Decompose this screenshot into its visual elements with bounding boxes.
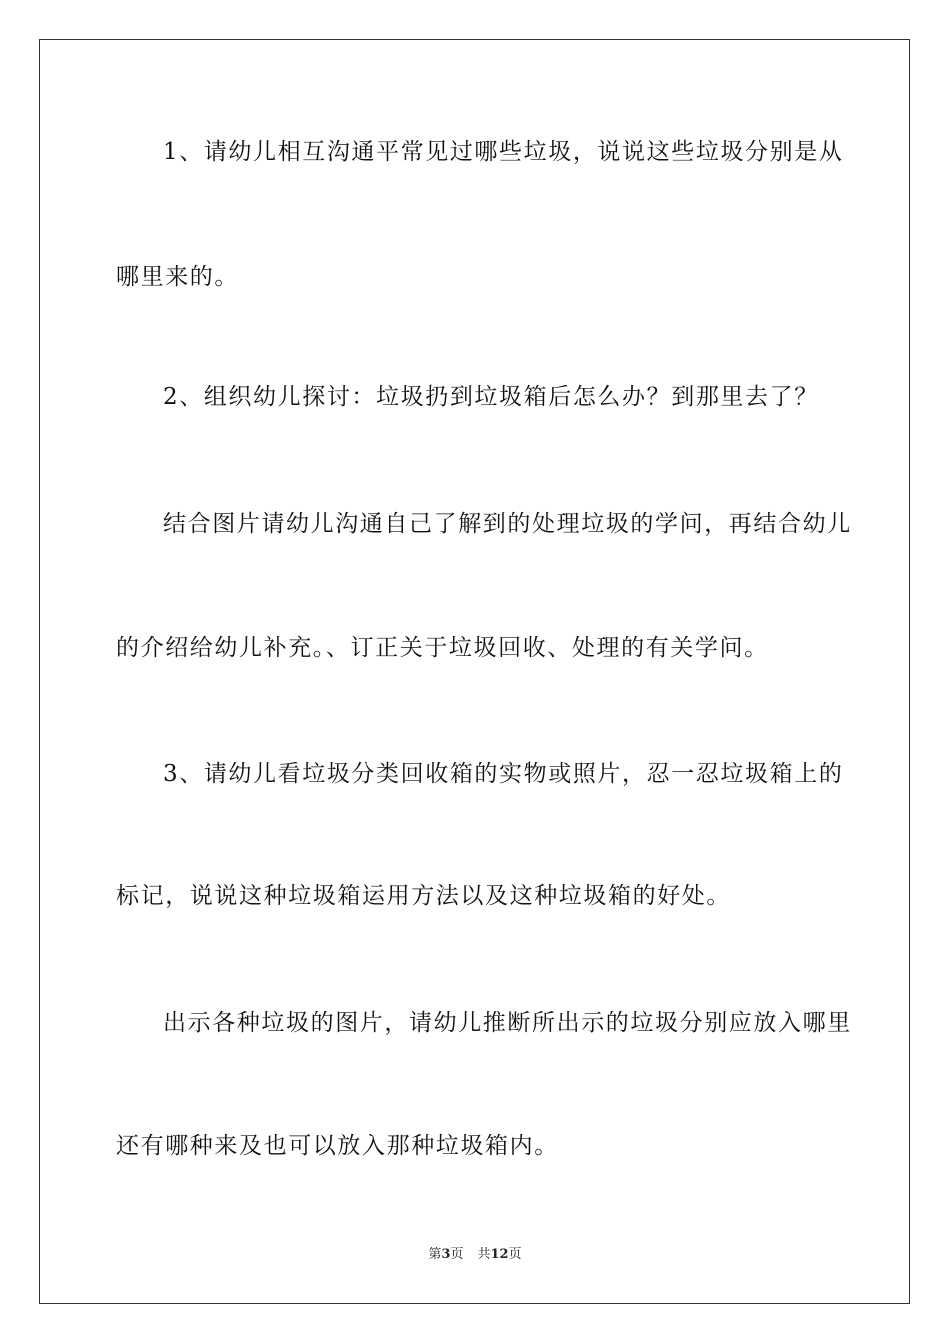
page-prefix: 第 bbox=[428, 1247, 442, 1262]
paragraph-5-line-1: 出示各种垃圾的图片，请幼儿推断所出示的垃圾分别应放入哪里 bbox=[163, 1010, 852, 1036]
page-footer bbox=[0, 1246, 950, 1264]
paragraph-1-line-1: 1、请幼儿相互沟通平常见过哪些垃圾，说说这些垃圾分别是从 bbox=[163, 139, 844, 165]
paragraph-2-line-1: 2、组织幼儿探讨：垃圾扔到垃圾箱后怎么办？到那里去了？ bbox=[163, 384, 819, 410]
page-number: 3 bbox=[441, 1247, 451, 1262]
total-pages: 12 bbox=[490, 1247, 509, 1262]
total-prefix: 共 bbox=[477, 1247, 491, 1262]
paragraph-3-line-2: 的介绍给幼儿补充。、订正关于垃圾回收、处理的有关学问。 bbox=[116, 635, 769, 661]
paragraph-4-line-2: 标记，说说这种垃圾箱运用方法以及这种垃圾箱的好处。 bbox=[116, 883, 731, 909]
paragraph-4-line-1: 3、请幼儿看垃圾分类回收箱的实物或照片，忍一忍垃圾箱上的 bbox=[163, 761, 844, 787]
total-suffix: 页 bbox=[508, 1247, 522, 1262]
page-suffix: 页 bbox=[450, 1247, 464, 1262]
paragraph-1-line-2: 哪里来的。 bbox=[116, 264, 239, 290]
page-border bbox=[39, 39, 910, 1304]
paragraph-5-line-2: 还有哪种来及也可以放入那种垃圾箱内。 bbox=[116, 1133, 559, 1159]
paragraph-3-line-1: 结合图片请幼儿沟通自己了解到的处理垃圾的学问，再结合幼儿 bbox=[163, 511, 852, 537]
